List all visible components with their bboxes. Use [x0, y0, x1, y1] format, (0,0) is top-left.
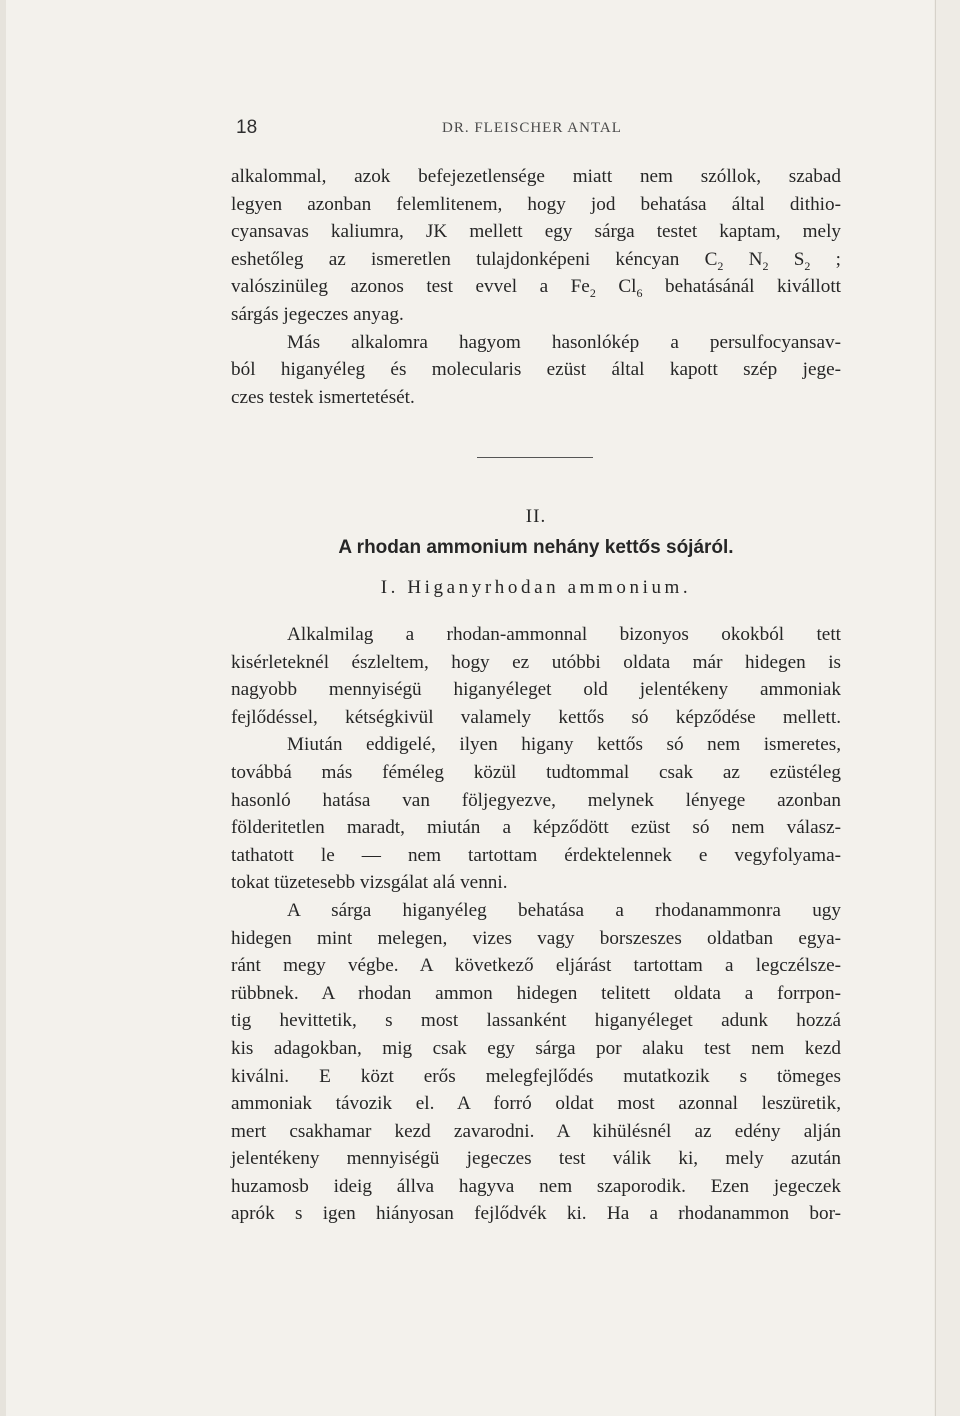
subscript: 6 — [636, 286, 643, 301]
text-line: kisérleteknél észleltem, hogy ez utóbbi oldata már hidegen is — [231, 651, 841, 673]
text-line: tokat tüzetesebb vizsgálat alá venni. — [231, 872, 508, 894]
page-number: 18 — [236, 117, 258, 138]
page-header — [236, 117, 846, 145]
text-line: tig hevittetik, s most lassanként higanyéleget adunk hozzá — [231, 1010, 841, 1032]
text-segment: ; — [810, 248, 841, 270]
text-line: hidegen mint melegen, vizes vagy borszeszes oldatban egya- — [231, 927, 841, 949]
text-segment: behatásánál kivállott — [642, 276, 841, 298]
text-line: alkalommal, azok befejezetlensége miatt nem szóllok, szabad — [231, 166, 841, 187]
text-line: ammoniak távozik el. A forró oldat most azonnal leszüretik, — [231, 1093, 841, 1115]
text-segment: valószinüleg azonos test evvel a Fe — [231, 276, 590, 298]
text-line: sárgás jegeczes anyag. — [231, 303, 404, 325]
subsection-title: I. Higanyrhodan ammonium. — [380, 577, 692, 598]
text-line-formula — [231, 246, 841, 274]
text-line: fejlődéssel, kétségkivül valamely kettős só képződése mellett. — [231, 706, 841, 728]
text-line: kis adagokban, mig csak egy sárga por alaku test nem kezd — [231, 1037, 841, 1059]
text-line: Miután eddigelé, ilyen higany kettős só nem ismeretes, — [287, 734, 841, 756]
text-segment: N — [723, 248, 763, 270]
page-edge-line — [935, 0, 936, 1416]
text-line: huzamosb ideig állva hagyva nem szaporodik. Ezen jegeczek — [231, 1175, 841, 1197]
text-line: Alkalmilag a rhodan-ammonnal bizonyos okokból tett — [287, 624, 841, 645]
text-line: czes testek ismertetését. — [231, 386, 415, 408]
text-line: rübbnek. A rhodan ammon hidegen telitett oldata a forrpon- — [231, 982, 841, 1004]
text-line: cyansavas kaliumra, JK mellett egy sárga testet kaptam, mely — [231, 221, 841, 243]
text-line: Más alkalomra hagyom hasonlókép a persulfocyansav- — [287, 331, 841, 353]
text-line: nagyobb mennyiségü higanyéleget old jelentékeny ammoniak — [231, 679, 841, 701]
text-line: földeritetlen maradt, miután a képződött ezüst só nem válasz- — [231, 817, 841, 839]
text-segment: eshetőleg az ismeretlen tulajdonképeni kéncyan C — [231, 248, 718, 270]
section-title: A rhodan ammonium nehány kettős sójáról. — [338, 537, 734, 558]
running-head: DR. FLEISCHER ANTAL — [442, 120, 622, 136]
text-line: A sárga higanyéleg behatása a rhodanammonra ugy — [287, 899, 841, 921]
subscript: 2 — [804, 258, 811, 273]
text-line: legyen azonban felemlitenem, hogy jod behatása által dithio- — [231, 193, 841, 215]
text-line: tathatott le — nem tartottam érdektelennek e vegyfolyama- — [231, 844, 841, 866]
page-edge-right — [934, 0, 960, 1416]
text-line: ból higanyéleg és molecularis ezüst által kapott szép jege- — [231, 359, 841, 381]
text-line: aprók s igen hiányosan fejlődvék ki. Ha a rhodanammon bor- — [231, 1203, 841, 1225]
text-line: kiválni. E közt erős melegfejlődés mutatkozik s tömeges — [231, 1065, 841, 1087]
subscript: 2 — [589, 286, 596, 301]
subscript: 2 — [762, 258, 769, 273]
paragraph-block-2 — [231, 621, 841, 1228]
text-line: hasonló hatása van följegyezve, melynek lényege azonban — [231, 789, 841, 811]
text-segment: Cl — [595, 276, 637, 298]
subscript: 2 — [717, 258, 724, 273]
text-line: mert csakhamar kezd zavarodni. A kihülésnél az edény alján — [231, 1120, 841, 1142]
text-line-formula — [231, 273, 841, 301]
paragraph-block-1 — [231, 163, 841, 411]
page-edge-left — [0, 0, 6, 1416]
text-line: továbbá más féméleg közül tudtommal csak az ezüstéleg — [231, 761, 841, 783]
text-segment: S — [768, 248, 805, 270]
section-divider — [477, 457, 593, 458]
text-line: jelentékeny mennyiségü jegeczes test válik ki, mely azután — [231, 1148, 841, 1170]
text-line: ránt megy végbe. A következő eljárást tartottam a legczélsze- — [231, 955, 841, 977]
section-number: II. — [525, 506, 547, 527]
